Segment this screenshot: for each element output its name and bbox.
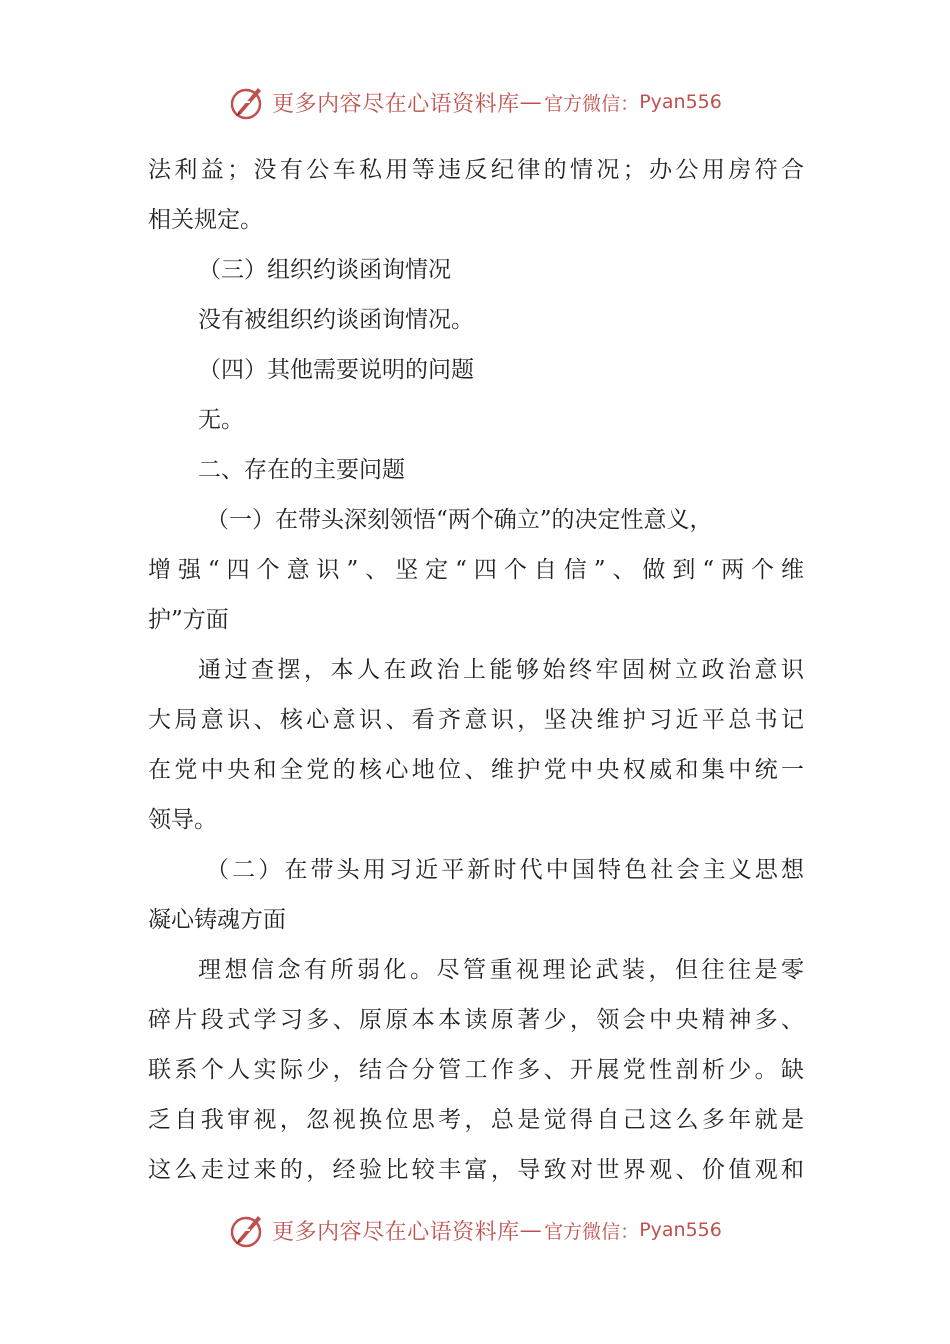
paragraph-line: 通过查摆，本人在政治上能够始终牢固树立政治意识 [198, 657, 804, 683]
watermark-dash: — [519, 89, 543, 115]
section-heading: 凝心铸魂方面 [148, 907, 286, 933]
paragraph-line: 联系个人实际少，结合分管工作多、开展党性剖析少。缺 [148, 1057, 804, 1083]
paragraph-line: 无。 [198, 407, 244, 433]
watermark-text: 更多内容尽在心语资料库 [272, 1219, 520, 1245]
paragraph-line: 没有被组织约谈函询情况。 [198, 307, 474, 333]
watermark-dash: — [519, 1217, 543, 1243]
watermark-id: Pyan556 [639, 91, 722, 113]
footer-watermark [0, 1208, 950, 1252]
section-heading: 二、存在的主要问题 [198, 457, 405, 483]
paragraph-line: 理想信念有所弱化。尽管重视理论武装，但往往是零 [198, 957, 804, 983]
watermark-text: 更多内容尽在心语资料库 [272, 91, 520, 117]
section-heading: （四）其他需要说明的问题 [198, 357, 474, 383]
header-watermark [0, 80, 950, 124]
paragraph-line: 大局意识、核心意识、看齐意识，坚决维护习近平总书记 [148, 707, 804, 733]
section-heading: 增强“四个意识”、坚定“四个自信”、做到“两个维 [148, 557, 804, 583]
watermark-official: 官方微信： [544, 92, 640, 115]
paragraph-line: 领导。 [148, 807, 217, 833]
paragraph-line: 相关规定。 [148, 207, 263, 233]
quill-logo-icon [228, 82, 268, 122]
section-heading: （三）组织约谈函询情况 [198, 257, 451, 283]
paragraph-line: 乏自我审视，忽视换位思考，总是觉得自己这么多年就是 [148, 1107, 804, 1133]
watermark-id: Pyan556 [639, 1219, 722, 1241]
paragraph-line: 法利益；没有公车私用等违反纪律的情况；办公用房符合 [148, 157, 804, 183]
paragraph-line: 这么走过来的，经验比较丰富，导致对世界观、价值观和 [148, 1157, 804, 1183]
watermark-official: 官方微信： [544, 1220, 640, 1243]
paragraph-line: 碎片段式学习多、原原本本读原著少，领会中央精神多、 [148, 1007, 804, 1033]
quill-logo-icon [228, 1210, 268, 1250]
section-heading: （一）在带头深刻领悟“两个确立”的决定性意义， [206, 507, 713, 533]
section-heading: （二）在带头用习近平新时代中国特色社会主义思想 [206, 857, 804, 883]
paragraph-line: 在党中央和全党的核心地位、维护党中央权威和集中统一 [148, 757, 804, 783]
section-heading: 护”方面 [148, 607, 229, 633]
